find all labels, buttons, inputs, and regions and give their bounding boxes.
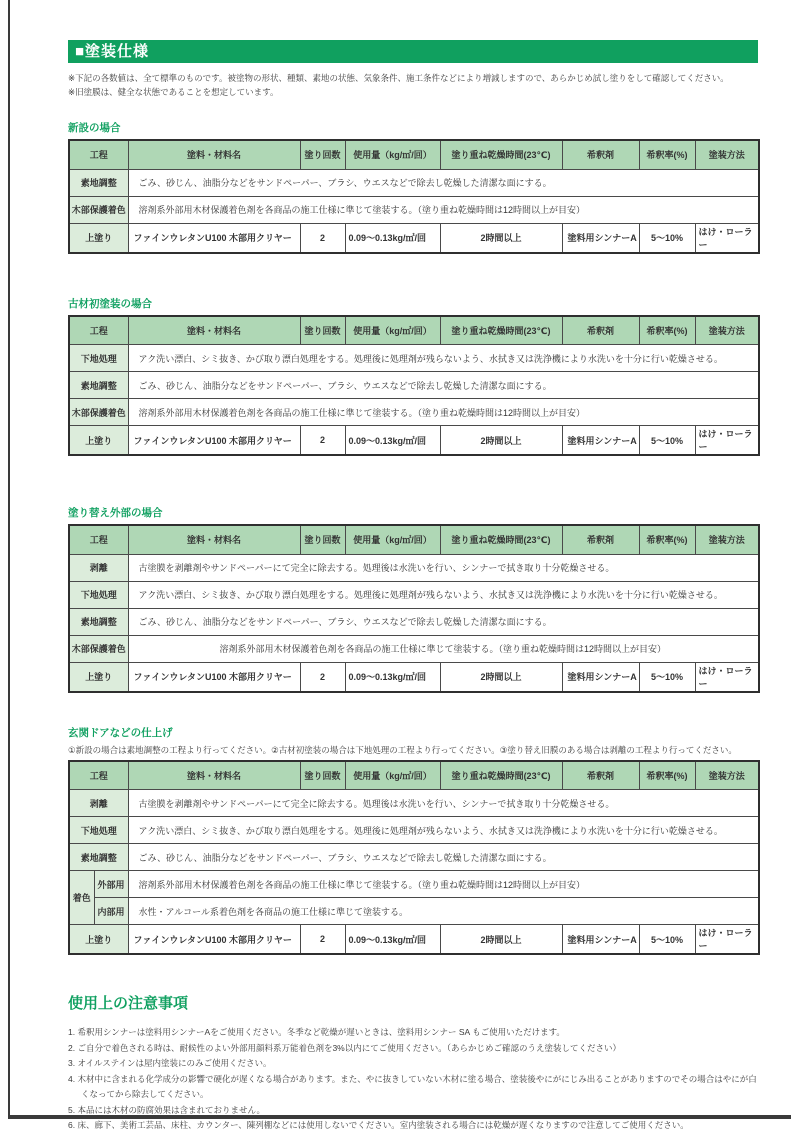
column-header: 工程 bbox=[69, 761, 128, 790]
value-cell: はけ・ローラー bbox=[695, 426, 759, 456]
stage-group-cell: 着色 bbox=[69, 871, 94, 925]
section-repaint-exterior bbox=[68, 505, 758, 693]
stage-cell: 下地処理 bbox=[69, 345, 128, 372]
column-header: 希釈率(%) bbox=[639, 525, 695, 554]
column-header: 塗り重ね乾燥時間(23℃) bbox=[440, 761, 562, 790]
precaution-item-3: 3. オイルステインは屋内塗装にのみご使用ください。 bbox=[68, 1058, 272, 1068]
value-cell: 0.09〜0.13kg/㎡/回 bbox=[345, 925, 440, 955]
table-row bbox=[69, 817, 759, 844]
process-description-cell: 溶剤系外部用木材保護着色剤を各商品の施工仕様に準じて塗装する。（塗り重ね乾燥時間は12時間以上が目安） bbox=[128, 635, 759, 662]
top-note-2: ※旧塗膜は、健全な状態であることを想定しています。 bbox=[68, 86, 279, 97]
stage-sub-cell: 外部用 bbox=[94, 871, 128, 898]
entrance-door-note: ①新設の場合は素地調整の工程より行ってください。②古材初塗装の場合は下地処理の工程より行ってください。③塗り替え旧膜のある場合は剥離の工程より行ってください。 bbox=[68, 744, 737, 755]
table-row bbox=[69, 662, 759, 692]
stage-cell: 素地調整 bbox=[69, 169, 128, 196]
table-row bbox=[69, 925, 759, 955]
column-header: 希釈率(%) bbox=[639, 316, 695, 345]
column-header: 塗装方法 bbox=[695, 316, 759, 345]
process-description-cell: 溶剤系外部用木材保護着色剤を各商品の施工仕様に準じて塗装する。（塗り重ね乾燥時間は12時間以上が目安） bbox=[128, 399, 759, 426]
stage-cell: 上塗り bbox=[69, 426, 128, 456]
column-header: 使用量（kg/㎡/回） bbox=[345, 525, 440, 554]
stage-cell: 木部保護着色 bbox=[69, 635, 128, 662]
value-cell: ファインウレタンU100 木部用クリヤー bbox=[128, 662, 300, 692]
process-description-cell: ごみ、砂じん、油脂分などをサンドペーパー、ブラシ、ウエスなどで除去し乾燥した清潔な面にする。 bbox=[128, 608, 759, 635]
table-row bbox=[69, 169, 759, 196]
value-cell: 0.09〜0.13kg/㎡/回 bbox=[345, 426, 440, 456]
process-description-cell: ごみ、砂じん、油脂分などをサンドペーパー、ブラシ、ウエスなどで除去し乾燥した清潔な面にする。 bbox=[128, 372, 759, 399]
spec-table-repaint bbox=[68, 524, 760, 693]
table-row bbox=[69, 554, 759, 581]
value-cell: ファインウレタンU100 木部用クリヤー bbox=[128, 426, 300, 456]
process-description-cell: 古塗膜を剥離剤やサンドペーパーにて完全に除去する。処理後は水洗いを行い、シンナーで拭き取り十分乾燥させる。 bbox=[128, 554, 759, 581]
section-precautions bbox=[68, 992, 758, 1134]
column-header: 塗料・材料名 bbox=[128, 525, 300, 554]
column-header: 塗り重ね乾燥時間(23℃) bbox=[440, 525, 562, 554]
precaution-item-5: 5. 本品には木材の防腐効果は含まれておりません。 bbox=[68, 1104, 265, 1115]
stage-cell: 木部保護着色 bbox=[69, 399, 128, 426]
page-title: ■塗装仕様 bbox=[68, 40, 758, 63]
precautions-heading: 使用上の注意事項 bbox=[68, 995, 189, 1012]
value-cell: 2時間以上 bbox=[440, 925, 562, 955]
precaution-item-4: 4. 木材中に含まれる化学成分の影響で硬化が遅くなる場合があります。また、やに抜きしていない木材に塗る場合、塗装後やにがにじみ出ることがありますのでその場合はやにが白くなってから除去してください。 bbox=[68, 1073, 757, 1099]
column-header: 塗り回数 bbox=[300, 761, 345, 790]
value-cell: 2 bbox=[300, 426, 345, 456]
column-header: 塗料・材料名 bbox=[128, 316, 300, 345]
stage-cell: 上塗り bbox=[69, 662, 128, 692]
column-header: 塗装方法 bbox=[695, 140, 759, 169]
column-header: 使用量（kg/㎡/回） bbox=[345, 140, 440, 169]
column-header: 使用量（kg/㎡/回） bbox=[345, 316, 440, 345]
table-row bbox=[69, 399, 759, 426]
value-cell: 2 bbox=[300, 662, 345, 692]
value-cell: 塗料用シンナーA bbox=[562, 662, 639, 692]
value-cell: ファインウレタンU100 木部用クリヤー bbox=[128, 925, 300, 955]
column-header: 塗料・材料名 bbox=[128, 140, 300, 169]
process-description-cell: アク洗い漂白、シミ抜き、かび取り漂白処理をする。処理後に処理剤が残らないよう、水拭き又は洗浄機により水洗いを十分に行い乾燥させる。 bbox=[128, 345, 759, 372]
stage-cell: 素地調整 bbox=[69, 372, 128, 399]
process-description-cell: 溶剤系外部用木材保護着色剤を各商品の施工仕様に準じて塗装する。（塗り重ね乾燥時間は12時間以上が目安） bbox=[128, 196, 759, 223]
value-cell: 2 bbox=[300, 925, 345, 955]
column-header: 塗装方法 bbox=[695, 525, 759, 554]
value-cell: 0.09〜0.13kg/㎡/回 bbox=[345, 223, 440, 253]
value-cell: はけ・ローラー bbox=[695, 662, 759, 692]
value-cell: 5〜10% bbox=[639, 925, 695, 955]
process-description-cell: アク洗い漂白、シミ抜き、かび取り漂白処理をする。処理後に処理剤が残らないよう、水拭き又は洗浄機により水洗いを十分に行い乾燥させる。 bbox=[128, 581, 759, 608]
table-row bbox=[69, 345, 759, 372]
value-cell: 塗料用シンナーA bbox=[562, 925, 639, 955]
value-cell: 2時間以上 bbox=[440, 426, 562, 456]
stage-cell: 素地調整 bbox=[69, 608, 128, 635]
column-header: 希釈剤 bbox=[562, 140, 639, 169]
precaution-item-6: 6. 床、廊下、美術工芸品、床柱、カウンター、陳列棚などには使用しないでください。室内塗装される場合には乾燥が遅くなりますので注意してご使用ください。 bbox=[68, 1120, 689, 1130]
value-cell: ファインウレタンU100 木部用クリヤー bbox=[128, 223, 300, 253]
stage-cell: 上塗り bbox=[69, 223, 128, 253]
table-row bbox=[69, 223, 759, 253]
process-description-cell: ごみ、砂じん、油脂分などをサンドペーパー、ブラシ、ウエスなどで除去し乾燥した清潔な面にする。 bbox=[128, 844, 759, 871]
top-note-1: ※下記の各数値は、全て標準のものです。被塗物の形状、種類、素地の状態、気象条件、施工条件などにより増減しますので、あらかじめ試し塗りをして確認してください。 bbox=[68, 73, 729, 83]
table-row bbox=[69, 790, 759, 817]
stage-cell: 素地調整 bbox=[69, 844, 128, 871]
column-header: 塗り重ね乾燥時間(23℃) bbox=[440, 316, 562, 345]
section-new-construction bbox=[68, 120, 758, 254]
section-heading-old-wood: 古材初塗装の場合 bbox=[68, 297, 152, 310]
table-row bbox=[69, 426, 759, 456]
value-cell: はけ・ローラー bbox=[695, 223, 759, 253]
table-row bbox=[69, 581, 759, 608]
column-header: 塗り回数 bbox=[300, 525, 345, 554]
column-header: 工程 bbox=[69, 525, 128, 554]
table-row bbox=[69, 372, 759, 399]
section-old-wood-first-coat bbox=[68, 296, 758, 457]
column-header: 工程 bbox=[69, 140, 128, 169]
stage-cell: 剥離 bbox=[69, 790, 128, 817]
stage-cell: 下地処理 bbox=[69, 581, 128, 608]
spec-table-old-wood bbox=[68, 315, 760, 457]
stage-cell: 木部保護着色 bbox=[69, 196, 128, 223]
precaution-item-2: 2. ご自分で着色される時は、耐候性のよい外部用顔料系万能着色剤を3%以内にてご使用ください。（あらかじめご確認のうえ塗装してください） bbox=[68, 1042, 621, 1053]
process-description-cell: 水性・アルコール系着色剤を各商品の施工仕様に準じて塗装する。 bbox=[128, 898, 759, 925]
table-row bbox=[69, 844, 759, 871]
column-header: 塗装方法 bbox=[695, 761, 759, 790]
spec-table-new bbox=[68, 139, 760, 254]
precaution-item-1: 1. 希釈用シンナーは塗料用シンナーAをご使用ください。冬季など乾燥が遅いときは、塗料用シンナー SA もご使用いただけます。 bbox=[68, 1027, 565, 1037]
value-cell: 5〜10% bbox=[639, 426, 695, 456]
column-header: 希釈剤 bbox=[562, 761, 639, 790]
process-description-cell: ごみ、砂じん、油脂分などをサンドペーパー、ブラシ、ウエスなどで除去し乾燥した清潔な面にする。 bbox=[128, 169, 759, 196]
process-description-cell: アク洗い漂白、シミ抜き、かび取り漂白処理をする。処理後に処理剤が残らないよう、水拭き又は洗浄機により水洗いを十分に行い乾燥させる。 bbox=[128, 817, 759, 844]
column-header: 希釈剤 bbox=[562, 316, 639, 345]
column-header: 使用量（kg/㎡/回） bbox=[345, 761, 440, 790]
table-row bbox=[69, 635, 759, 662]
value-cell: 2 bbox=[300, 223, 345, 253]
stage-cell: 剥離 bbox=[69, 554, 128, 581]
page-border-left bbox=[8, 0, 10, 1117]
table-row bbox=[69, 871, 759, 898]
value-cell: 塗料用シンナーA bbox=[562, 426, 639, 456]
stage-sub-cell: 内部用 bbox=[94, 898, 128, 925]
section-heading-entrance-door: 玄関ドアなどの仕上げ bbox=[68, 726, 173, 739]
value-cell: 2時間以上 bbox=[440, 662, 562, 692]
content-area bbox=[68, 0, 758, 1134]
process-description-cell: 古塗膜を剥離剤やサンドペーパーにて完全に除去する。処理後は水洗いを行い、シンナーで拭き取り十分乾燥させる。 bbox=[128, 790, 759, 817]
table-row bbox=[69, 608, 759, 635]
column-header: 塗り重ね乾燥時間(23℃) bbox=[440, 140, 562, 169]
section-heading-new: 新設の場合 bbox=[68, 122, 121, 134]
value-cell: 5〜10% bbox=[639, 662, 695, 692]
column-header: 希釈率(%) bbox=[639, 761, 695, 790]
process-description-cell: 溶剤系外部用木材保護着色剤を各商品の施工仕様に準じて塗装する。（塗り重ね乾燥時間は12時間以上が目安） bbox=[128, 871, 759, 898]
column-header: 希釈率(%) bbox=[639, 140, 695, 169]
column-header: 塗り回数 bbox=[300, 140, 345, 169]
column-header: 塗料・材料名 bbox=[128, 761, 300, 790]
section-entrance-door bbox=[68, 725, 758, 956]
value-cell: 0.09〜0.13kg/㎡/回 bbox=[345, 662, 440, 692]
value-cell: はけ・ローラー bbox=[695, 925, 759, 955]
table-row bbox=[69, 196, 759, 223]
column-header: 希釈剤 bbox=[562, 525, 639, 554]
value-cell: 2時間以上 bbox=[440, 223, 562, 253]
value-cell: 5〜10% bbox=[639, 223, 695, 253]
table-row bbox=[69, 898, 759, 925]
value-cell: 塗料用シンナーA bbox=[562, 223, 639, 253]
spec-table-entrance-door bbox=[68, 760, 760, 956]
section-heading-repaint: 塗り替え外部の場合 bbox=[68, 507, 163, 519]
column-header: 塗り回数 bbox=[300, 316, 345, 345]
top-notes bbox=[68, 72, 758, 99]
stage-cell: 下地処理 bbox=[69, 817, 128, 844]
column-header: 工程 bbox=[69, 316, 128, 345]
stage-cell: 上塗り bbox=[69, 925, 128, 955]
